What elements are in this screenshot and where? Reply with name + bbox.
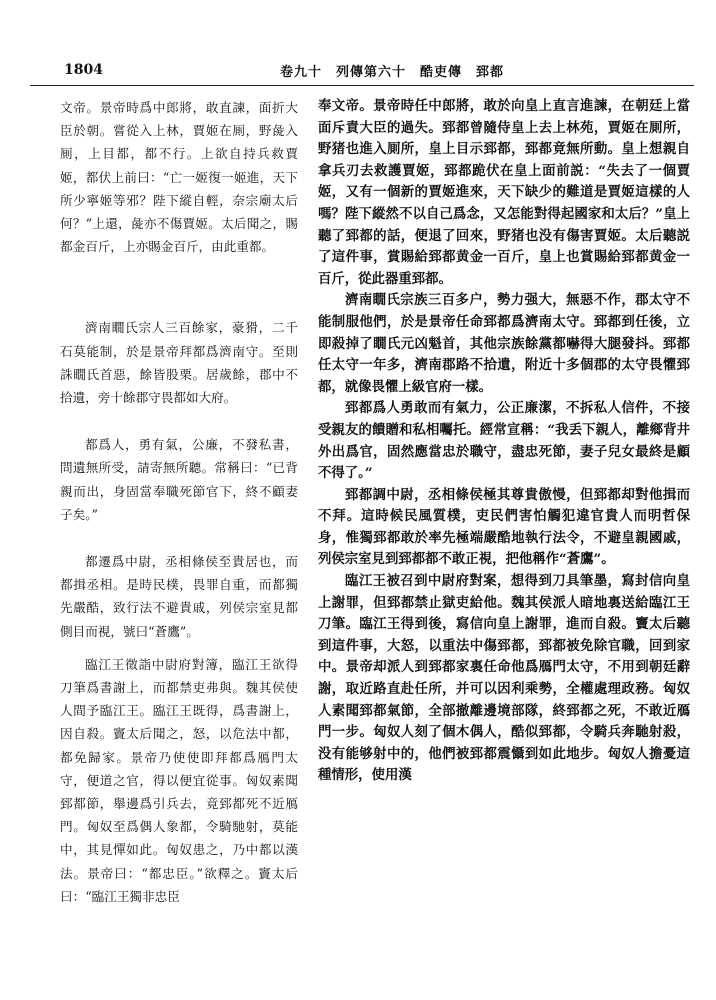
classical-paragraph: 臨江王徵詣中尉府對簿，臨江王欲得刀筆爲書謝上，而都禁吏弗與。魏其侯使人間予臨江王。臨江王既得，爲書謝上，因自殺。竇太后聞之，怒，以危法中都，都免歸家。景帝乃使使即拜都爲鴈門太守，便道之官，得以便宜從事。匈奴素聞郅都節，舉邊爲引兵去，竟郅都死不近鴈門。匈奴至爲偶人象都，令騎馳射，莫能中，其見憚如此。匈奴患之，乃中都以漢法。景帝曰：“都忠臣。”欲釋之。竇太后曰：“臨江王獨非忠臣 bbox=[60, 656, 298, 904]
translation-paragraph: 臨江王被召到中尉府對案，想得到刀具筆墨，寫封信向皇上謝罪，但郅都禁止獄吏給他。魏其侯派人暗地裏送給臨江王刀筆。臨江王得到後，寫信向皇上謝罪，進而自殺。竇太后聽到這件事，大怒，以重法中傷郅都，郅都被免除官職，回到家中。景帝却派人到郅都家裏任命他爲鴈門太守，不用到朝廷辭謝，取近路直赴任所，并可以因利乘勢，全權處理政務。匈奴人素聞郅都氣節，全部撤離邊境部隊，終郅都之死，不敢近鴈門一步。匈奴人刻了個木偶人，酷似郅都，令騎兵奔馳射殺，没有能够射中的，他們被郅都震懾到如此地步。匈奴人擔憂這種情形，使用漢 bbox=[318, 573, 690, 784]
classical-paragraph: 濟南瞯氏宗人三百餘家，豪猾，二千石莫能制，於是景帝拜都爲濟南守。至則誅瞯氏首惡，餘皆股栗。居歲餘，郡中不拾遺，旁十餘郡守畏都如大府。 bbox=[60, 320, 298, 406]
page-header bbox=[30, 60, 694, 82]
classical-text-column bbox=[60, 96, 298, 908]
running-head: 卷九十 列傳第六十 酷吏傳 郅都 bbox=[280, 65, 505, 80]
translation-column bbox=[318, 96, 690, 787]
header-rule bbox=[30, 85, 694, 86]
classical-paragraph: 文帝。景帝時爲中郎將，敢直諫，面折大臣於朝。嘗從入上林，賈姬在厠，野彘入厠，上目都，都不行。上欲自持兵救賈姬，都伏上前曰：“亡一姬復一姬進，天下所少寧姬等邪？陛下縱自輕，奈宗廟太后何？”上還，彘亦不傷賈姬。太后聞之，賜都金百斤，上亦賜金百斤，由此重都。 bbox=[60, 100, 298, 255]
translation-paragraph: 濟南瞯氏宗族三百多户，勢力强大，無惡不作，郡太守不能制服他們，於是景帝任命郅都爲濟南太守。郅都到任後，立即殺掉了瞯氏元凶魁首，其他宗族餘黨都嚇得大腿發抖。郅都任太守一年多，濟南郡路不拾遺，附近十多個郡的太守畏懼郅都，就像畏懼上級官府一樣。 bbox=[318, 292, 690, 395]
translation-paragraph: 郅都爲人勇敢而有氣力，公正廉潔，不拆私人信件，不接受親友的饋贈和私相囑托。經常宣稱：“我丢下親人，離鄉背井外出爲官，固然應當忠於職守，盡忠死節，妻子兒女最終是顧不得了。” bbox=[318, 400, 690, 482]
translation-paragraph: 郅都調中尉，丞相條侯極其尊貴傲慢，但郅都却對他揖而不拜。這時候民風質樸，吏民們害怕觸犯違官貴人而明哲保身，惟獨郅都敢於率先極端嚴酷地執行法令，不避皇親國戚，列侯宗室見到郅都都不敢正視，把他稱作“蒼鷹”。 bbox=[318, 486, 690, 568]
page-number: 1804 bbox=[64, 62, 103, 78]
translation-paragraph: 奉文帝。景帝時任中郎將，敢於向皇上直言進諫，在朝廷上當面斥責大臣的過失。郅都曾隨侍皇上去上林苑，賈姬在厠所，野猪也進入厠所，皇上目示郅都，郅都竟無所動。皇上想親自拿兵刃去救護賈姬，郅都跪伏在皇上面前説：“失去了一個賈姬，又有一個新的賈姬進來，天下缺少的難道是賈姬這樣的人嗎？陛下縱然不以自己爲念，又怎能對得起國家和太后？”皇上聽了郅都的話，便退了回來，野猪也没有傷害賈姬。太后聽説了這件事，賞賜給郅都黄金一百斤，皇上也賞賜給郅都黄金一百斤，從此器重郅都。 bbox=[318, 98, 690, 287]
classical-paragraph: 都爲人，勇有氣，公廉，不發私書，問遺無所受，請寄無所聽。常稱曰：“已背親而出，身固當奉職死節官下，終不顧妻子矣。” bbox=[60, 437, 298, 522]
classical-paragraph: 都遷爲中尉，丞相條侯至貴居也，而都揖丞相。是時民樸，畏罪自重，而都獨先嚴酷，致行法不避貴戚，列侯宗室見都側目而視，號曰“蒼鷹”。 bbox=[60, 554, 298, 639]
